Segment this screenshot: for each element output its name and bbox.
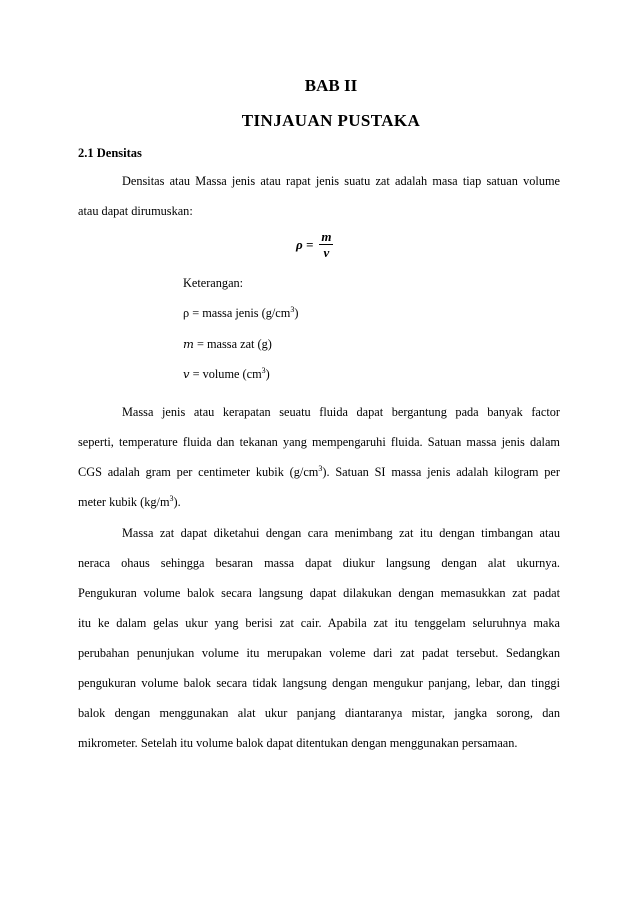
para3-line-8: mikrometer. Setelah itu volume balok dapat ditentukan dengan menggunakan persamaan. <box>78 736 518 750</box>
keterangan-m <box>183 337 272 352</box>
formula-denominator: v <box>323 245 330 260</box>
keterangan-rho <box>183 306 298 321</box>
para3-line-6: pengukuran volume balok secara tidak langsung dengan mengukur panjang, lebar, dan tinggi <box>78 676 560 690</box>
para2-line-3 <box>78 465 560 480</box>
cm-exponent: 3 <box>318 463 323 473</box>
para2-line-3b: ). Satuan SI massa jenis adalah kilogram per <box>322 465 560 479</box>
rho-close: ) <box>294 306 299 320</box>
para3-line-2: neraca ohaus sehingga besaran massa dapat diukur langsung dengan alat ukurnya. <box>78 556 560 570</box>
m-definition: = massa zat (g) <box>193 337 272 351</box>
para2-line-4b: ). <box>173 495 181 509</box>
chapter-title: TINJAUAN PUSTAKA <box>241 111 421 130</box>
v-close: ) <box>265 367 270 381</box>
formula-fraction <box>319 230 333 260</box>
intro-line-2: atau dapat dirumuskan: <box>78 204 193 218</box>
rho-definition: ρ = massa jenis (g/cm <box>183 306 291 320</box>
para2-line-4a: meter kubik (kg/m <box>78 495 170 509</box>
para3-line-1: Massa zat dapat diketahui dengan cara menimbang zat itu dengan timbangan atau <box>122 526 560 540</box>
para3-line-7: balok dengan menggunakan alat ukur panjang diantaranya mistar, jangka sorong, dan <box>78 706 560 720</box>
formula-numerator: m <box>321 229 332 244</box>
chapter-number: BAB II <box>304 76 358 95</box>
v-symbol: v <box>183 367 190 381</box>
section-heading: 2.1 Densitas <box>78 146 142 160</box>
density-formula <box>296 230 333 260</box>
keterangan-v <box>183 367 270 382</box>
m-exponent: 3 <box>169 493 174 503</box>
para3-line-3: Pengukuran volume balok secara langsung dapat dilakukan dengan memasukkan zat padat <box>78 586 560 600</box>
para3-line-5: perubahan penunjukan volume itu merupakan voleme dari zat padat tersebut. Sedangkan <box>78 646 560 660</box>
rho-exponent: 3 <box>290 304 295 314</box>
v-exponent: 3 <box>261 365 266 375</box>
keterangan-label: Keterangan: <box>183 276 244 290</box>
v-definition: = volume (cm <box>189 367 262 381</box>
m-symbol: m <box>183 337 194 351</box>
para2-line-3a: CGS adalah gram per centimeter kubik (g/cm <box>78 465 319 479</box>
formula-lhs: ρ = <box>296 237 314 252</box>
para2-line-4 <box>78 495 181 510</box>
para3-line-4: itu ke dalam gelas ukur yang berisi zat cair. Apabila zat itu tenggelam seluruhnya maka <box>78 616 560 630</box>
intro-line-1: Densitas atau Massa jenis atau rapat jenis suatu zat adalah masa tiap satuan volume <box>122 174 560 188</box>
para2-line-2: seperti, temperature fluida dan tekanan yang mempengaruhi fluida. Satuan massa jenis dalam <box>78 435 560 449</box>
para2-line-1: Massa jenis atau kerapatan seuatu fluida dapat bergantung pada banyak factor <box>122 405 560 419</box>
